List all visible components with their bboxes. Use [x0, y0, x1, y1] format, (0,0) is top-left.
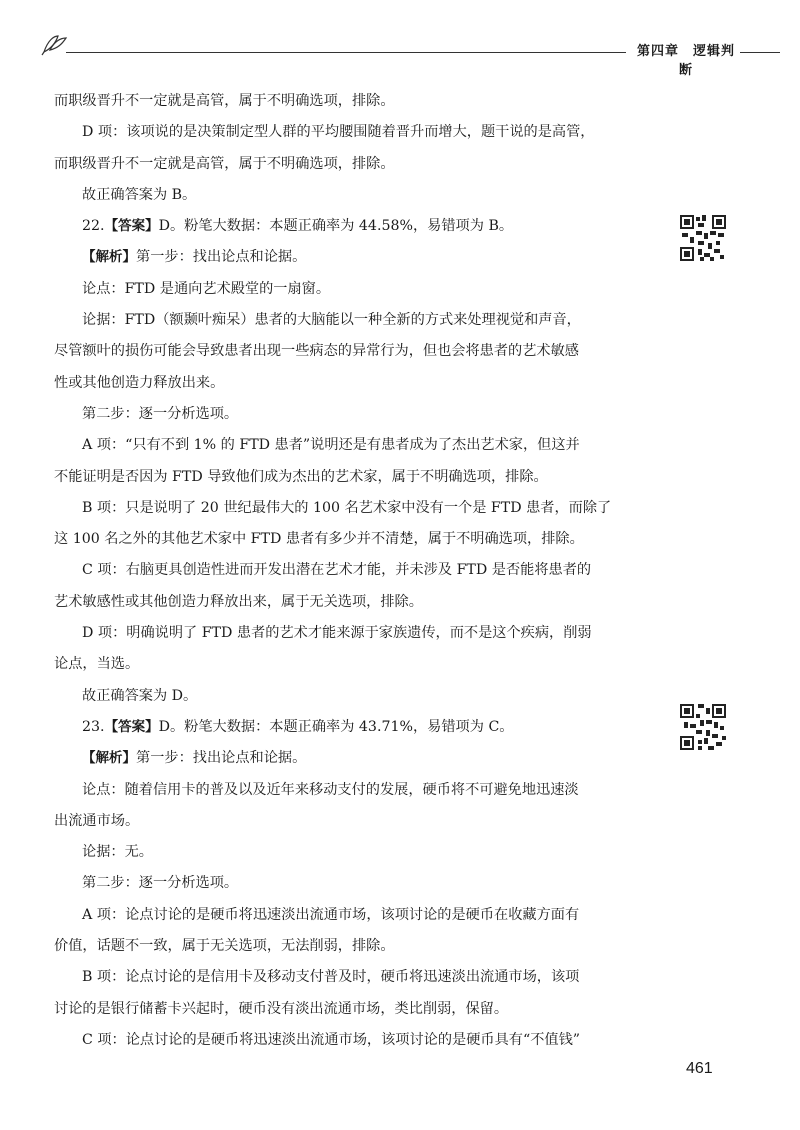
- paragraph-line: [54, 681, 646, 712]
- paragraph-line: [54, 399, 646, 430]
- paragraph-line: [54, 806, 646, 837]
- paragraph-text: 而职级晋升不一定就是高管，属于不明确选项，排除。: [54, 155, 395, 172]
- paragraph-text: 论点，当选。: [54, 656, 140, 673]
- paragraph-line: [54, 305, 646, 336]
- paragraph-text: D。粉笔大数据：本题正确率为 43.71%，易错项为 C。: [158, 718, 514, 735]
- paragraph-text: 不能证明是否因为 FTD 导致他们成为杰出的艺术家，属于不明确选项，排除。: [54, 468, 548, 485]
- paragraph-line: [54, 837, 646, 868]
- paragraph-line: [54, 868, 646, 899]
- qr-code-icon: [680, 704, 726, 750]
- paragraph-line: [54, 618, 646, 649]
- paragraph-text: 第一步：找出论点和论据。: [136, 249, 307, 266]
- section-tag: 【解析】: [82, 249, 136, 266]
- paragraph-text: 尽管额叶的损伤可能会导致患者出现一些病态的异常行为，但也会将患者的艺术敏感: [54, 343, 579, 360]
- header-rule-left: [66, 52, 626, 53]
- header-rule-right: [740, 52, 780, 53]
- paragraph-line: [54, 86, 646, 117]
- qr-code-icon: [680, 215, 726, 261]
- paragraph-line: [54, 336, 646, 367]
- paragraph-line: [54, 994, 646, 1025]
- paragraph-line: [54, 743, 646, 774]
- chapter-title: 第四章 逻辑判断: [636, 44, 735, 78]
- paragraph-text: 论点：随着信用卡的普及以及近年来移动支付的发展，硬币将不可避免地迅速淡: [82, 781, 579, 798]
- paragraph-text: C 项：论点讨论的是硬币将迅速淡出流通市场，该项讨论的是硬币具有“不值钱”: [82, 1031, 581, 1048]
- paragraph-line: [54, 430, 646, 461]
- paragraph-text: 论据：无。: [82, 844, 153, 861]
- paragraph-line: [54, 462, 646, 493]
- paragraph-line: [54, 712, 646, 743]
- paragraph-text: 艺术敏感性或其他创造力释放出来，属于无关选项，排除。: [54, 593, 423, 610]
- paragraph-line: [54, 931, 646, 962]
- paragraph-line: [54, 149, 646, 180]
- paragraph-text: 第二步：逐一分析选项。: [82, 875, 239, 892]
- paragraph-text: A 项：“只有不到 1% 的 FTD 患者”说明还是有患者成为了杰出艺术家，但这并: [82, 437, 580, 454]
- paragraph-text: 论点：FTD 是通向艺术殿堂的一扇窗。: [82, 280, 331, 297]
- body-text: [54, 86, 646, 1056]
- paragraph-line: [54, 962, 646, 993]
- paragraph-text: 价值，话题不一致，属于无关选项，无法削弱，排除。: [54, 938, 395, 955]
- paragraph-text: 第二步：逐一分析选项。: [82, 405, 239, 422]
- paragraph-line: [54, 587, 646, 618]
- paragraph-line: [54, 117, 646, 148]
- paragraph-line: [54, 1025, 646, 1056]
- paragraph-line: [54, 368, 646, 399]
- paragraph-line: [54, 242, 646, 273]
- running-header: [40, 30, 780, 78]
- paragraph-line: [54, 649, 646, 680]
- paragraph-text: 这 100 名之外的其他艺术家中 FTD 患者有多少并不清楚，属于不明确选项，排除。: [54, 531, 584, 548]
- paragraph-text: 性或其他创造力释放出来。: [54, 374, 225, 391]
- paragraph-line: [54, 211, 646, 242]
- paragraph-line: [54, 775, 646, 806]
- paragraph-text: 而职级晋升不一定就是高管，属于不明确选项，排除。: [54, 93, 395, 109]
- section-tag: 【答案】: [104, 718, 159, 735]
- question-number: 23.: [82, 718, 105, 735]
- question-number: 22.: [82, 218, 105, 235]
- section-tag: 【解析】: [82, 750, 136, 767]
- paragraph-text: 故正确答案为 B。: [82, 186, 197, 203]
- paragraph-text: D 项：该项说的是决策制定型人群的平均腰围随着晋升而增大，题干说的是高管，: [82, 124, 595, 141]
- paragraph-text: A 项：论点讨论的是硬币将迅速淡出流通市场，该项讨论的是硬币在收藏方面有: [82, 906, 580, 923]
- paragraph-line: [54, 274, 646, 305]
- paragraph-text: 出流通市场。: [54, 812, 140, 829]
- paragraph-text: D 项：明确说明了 FTD 患者的艺术才能来源于家族遗传，而不是这个疾病，削弱: [82, 625, 592, 642]
- paragraph-line: [54, 555, 646, 586]
- paragraph-text: 论据：FTD（额颞叶痴呆）患者的大脑能以一种全新的方式来处理视觉和声音，: [82, 312, 581, 329]
- page-number: 461: [686, 1060, 713, 1077]
- paragraph-line: [54, 180, 646, 211]
- paragraph-text: 第一步：找出论点和论据。: [136, 750, 307, 767]
- paragraph-text: C 项：右脑更具创造性进而开发出潜在艺术才能，并未涉及 FTD 是否能将患者的: [82, 562, 592, 579]
- paragraph-text: D。粉笔大数据：本题正确率为 44.58%，易错项为 B。: [158, 218, 514, 235]
- paragraph-text: 讨论的是银行储蓄卡兴起时，硬币没有淡出流通市场，类比削弱，保留。: [54, 1000, 509, 1017]
- paragraph-line: [54, 493, 646, 524]
- paragraph-line: [54, 900, 646, 931]
- paragraph-line: [54, 524, 646, 555]
- section-tag: 【答案】: [104, 218, 159, 235]
- paragraph-text: B 项：只是说明了 20 世纪最伟大的 100 名艺术家中没有一个是 FTD 患者，而除了: [82, 499, 612, 516]
- paragraph-text: B 项：论点讨论的是信用卡及移动支付普及时，硬币将迅速淡出流通市场，该项: [82, 969, 580, 986]
- paragraph-text: 故正确答案为 D。: [82, 687, 198, 704]
